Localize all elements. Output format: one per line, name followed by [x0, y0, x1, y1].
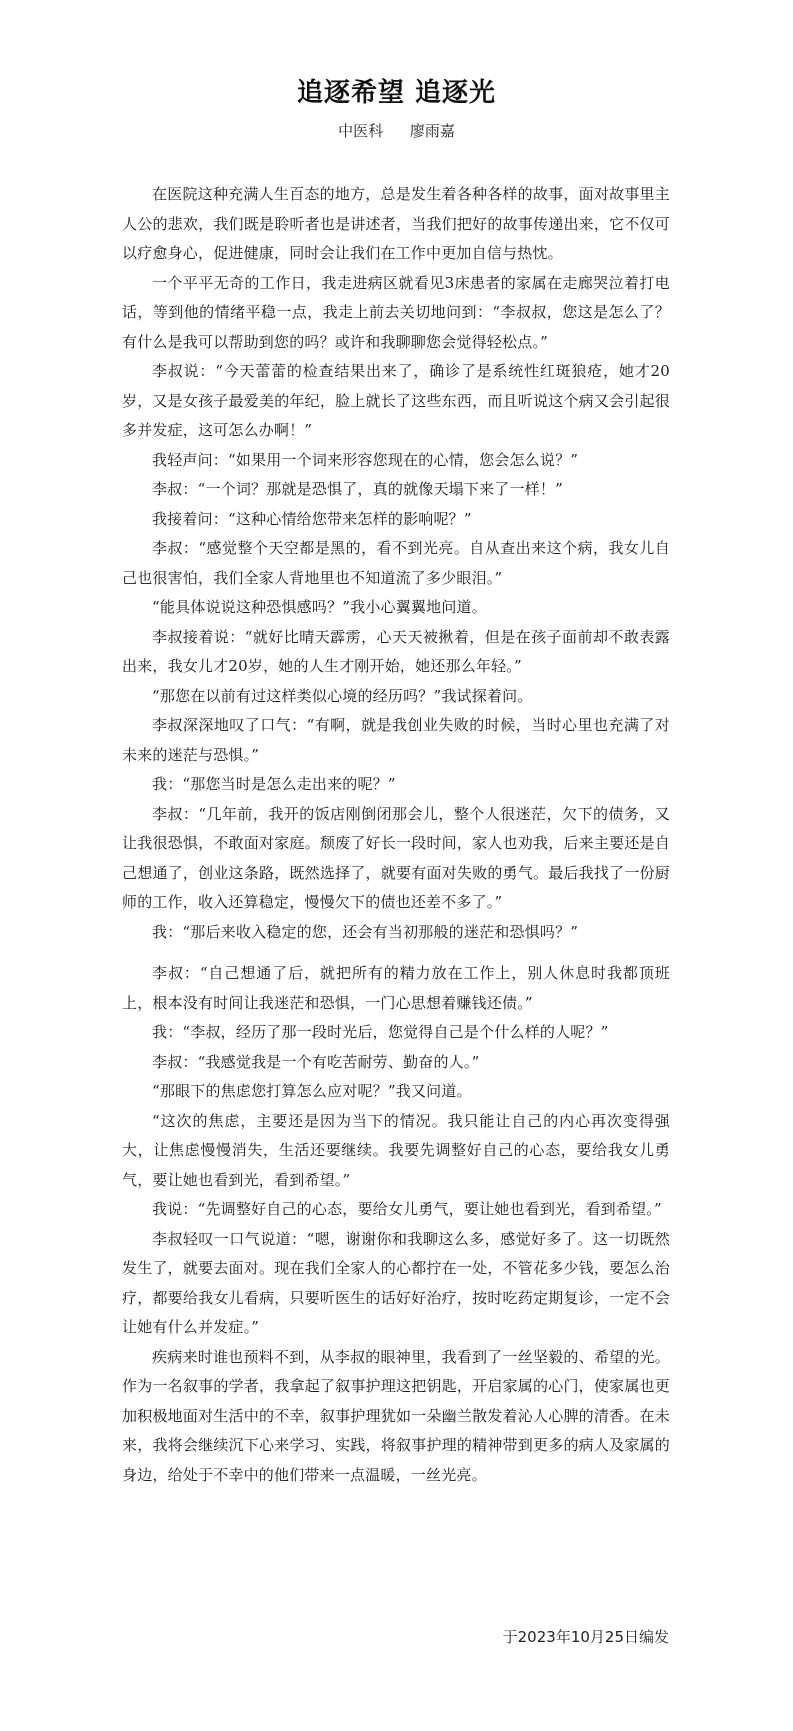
- paragraph: 我说：“先调整好自己的心态，要给女儿勇气，要让她也看到光，看到希望。”: [152, 1200, 662, 1218]
- paragraph: 疾病来时谁也预料不到，从李叔的眼神里，我看到了一丝坚毅的、希望的光。作为一名叙事的学者，我拿起了叙事护理这把钥匙，开启家属的心门，使家属也更加积极地面对生活中的不幸，叙事护理犹如一朵幽兰散发着沁人心脾的清香。在未来，我将会继续沉下心来学习、实践，将叙事护理的精神带到更多的病人及家属的身边，给处于不幸中的他们带来一点温暖，一丝光亮。: [122, 1347, 670, 1484]
- paragraph: “能具体说说这种恐惧感吗？”我小心翼翼地问道。: [152, 598, 487, 616]
- paragraph: 李叔接着说：“就好比晴天霹雳，心天天被揪着，但是在孩子面前却不敢表露出来，我女儿才20岁，她的人生才刚开始，她还那么年轻。”: [122, 627, 670, 675]
- paragraph: 在医院这种充满人生百态的地方，总是发生着各种各样的故事，面对故事里主人公的悲欢，我们既是聆听者也是讲述者，当我们把好的故事传递出来，它不仅可以疗愈身心，促进健康，同时会让我们在工作中更加自信与热忱。: [122, 185, 670, 262]
- paragraph: 李叔：“自己想通了后，就把所有的精力放在工作上，别人休息时我都顶班上，根本没有时间让我迷茫和恐惧，一门心思想着赚钱还债。”: [122, 964, 670, 1012]
- paragraph: 我：“李叔，经历了那一段时光后，您觉得自己是个什么样的人呢？”: [152, 1023, 609, 1041]
- paragraph: “那眼下的焦虑您打算怎么应对呢？”我又问道。: [152, 1082, 472, 1100]
- paragraph: “这次的焦虑，主要还是因为当下的情况。我只能让自己的内心再次变得强大，让焦虑慢慢消失，生活还要继续。我要先调整好自己的心态，要给我女儿勇气，要让她也看到光，看到希望。”: [122, 1111, 670, 1189]
- paragraph: 我：“那您当时是怎么走出来的呢？”: [152, 775, 396, 793]
- paragraph: 李叔：“感觉整个天空都是黑的，看不到光亮。自从查出来这个病，我女儿自己也很害怕，我们全家人背地里也不知道流了多少眼泪。”: [122, 539, 670, 587]
- author-name: 廖雨嘉: [409, 122, 455, 140]
- paragraph: 我接着问：“这种心情给您带来怎样的影响呢？”: [152, 509, 472, 528]
- paragraph: 李叔：“一个词？那就是恐惧了，真的就像天塌下来了一样！”: [152, 480, 563, 498]
- paragraph: 我轻声问：“如果用一个词来形容您现在的心情，您会怎么说？”: [152, 450, 579, 469]
- article-body: [122, 180, 670, 1490]
- paragraph: 李叔说：“今天蕾蕾的检查结果出来了，确诊了是系统性红斑狼疮，她才20岁，又是女孩子最爱美的年纪，脸上就长了这些东西，而且听说这个病又会引起很多并发症，这可怎么办啊！”: [122, 362, 670, 439]
- paragraph: 一个平平无奇的工作日，我走进病区就看见3床患者的家属在走廊哭泣着打电话，等到他的情绪平稳一点，我走上前去关切地问到：“李叔叔，您这是怎么了？有什么是我可以帮助到您的吗？或许和我聊聊您会觉得轻松点。”: [122, 273, 670, 351]
- paragraph: 李叔：“我感觉我是一个有吃苦耐劳、勤奋的人。”: [152, 1052, 480, 1071]
- paragraph: 李叔轻叹一口气说道：“嗯，谢谢你和我聊这么多，感觉好多了。这一切既然发生了，就要去面对。现在我们全家人的心都拧在一处，不管花多少钱，要怎么治疗，都要给我女儿看病，只要听医生的话好好治疗，按时吃药定期复诊，一定不会让她有什么并发症。”: [122, 1229, 670, 1336]
- department-name: 中医科: [338, 122, 384, 140]
- article-title: 追逐希望 追逐光: [296, 78, 497, 108]
- paragraph: “那您在以前有过这样类似心境的经历吗？”我试探着问。: [152, 686, 533, 705]
- byline: [0, 120, 793, 141]
- paragraph: 我：“那后来收入稳定的您，还会有当初那般的迷茫和恐惧吗？”: [152, 922, 579, 941]
- publish-date: 于2023年10月25日编发: [502, 1628, 669, 1646]
- paragraph: 李叔深深地叹了口气：“有啊，就是我创业失败的时候，当时心里也充满了对未来的迷茫与恐惧。”: [122, 716, 670, 764]
- paragraph: 李叔：“几年前，我开的饭店刚倒闭那会儿，整个人很迷茫，欠下的债务，又让我很恐惧，不敢面对家庭。颓废了好长一段时间，家人也劝我，后来主要还是自己想通了，创业这条路，既然选择了，就要有面对失败的勇气。最后我找了一份厨师的工作，收入还算稳定，慢慢欠下的债也还差不多了。”: [122, 804, 670, 911]
